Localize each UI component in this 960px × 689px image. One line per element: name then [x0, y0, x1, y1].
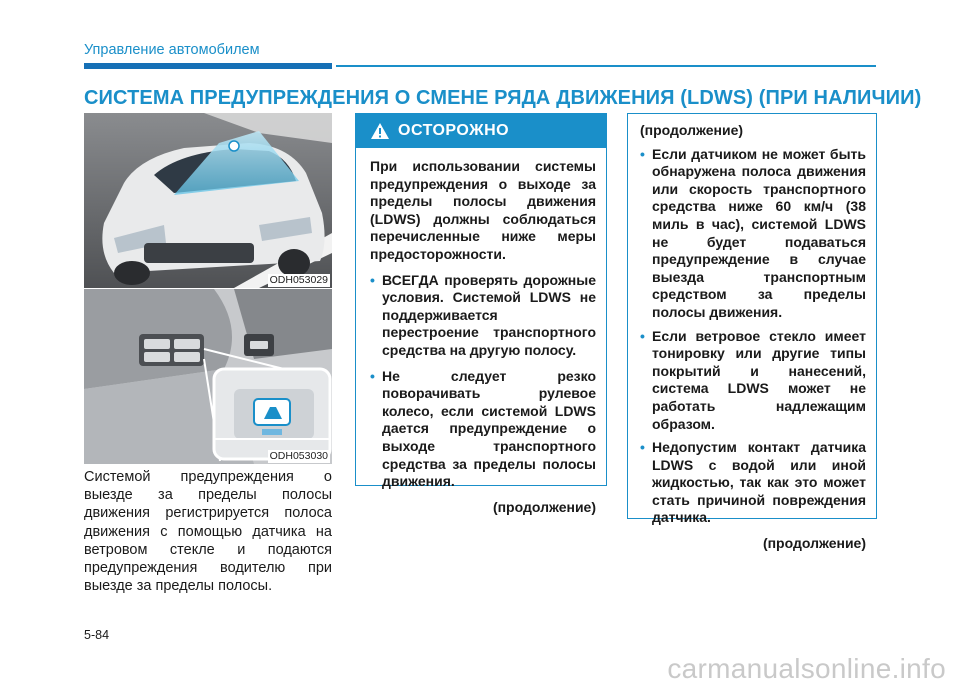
continuation-body [628, 114, 876, 553]
left-body-text: Системой предупреждения о выезде за пределы полосы движения регистрируется полоса движения с помощью датчика на ветровом стекле и подаются предупреждения водителю при выезде за пределы полосы. [84, 469, 332, 595]
list-item [370, 368, 596, 491]
continued-label: (продолжение) [492, 498, 596, 515]
page-number: 5-84 [84, 628, 110, 642]
dashboard-illustration [84, 289, 332, 464]
list-item [370, 272, 596, 360]
bullet-text: Не следует резко поворачивать рулевое колесо, если системой LDWS дается предупреждение о выходе транспортного средства за пределы полосы движения. [382, 367, 596, 490]
bullet-dot: • [370, 271, 375, 288]
list-item [640, 439, 866, 527]
warning-title: ОСТОРОЖНО [398, 122, 510, 139]
bullet-text: Если датчиком не может быть обнаружена полоса движения или скорость транспортного средства ниже 60 км/ч (38 миль в час), системой LDWS не будет подаваться предупреждение в случае выезда транспортным средством за пределы полосы движения. [652, 145, 866, 320]
continued-label: (продолжение) [762, 535, 866, 552]
header-bar-light [336, 65, 876, 67]
figure-code: ODH053030 [269, 450, 328, 462]
bullet-text: Недопустим контакт датчика LDWS с водой или иной жидкостью, так как это может стать причиной повреждения датчика. [652, 439, 866, 526]
warning-body [356, 148, 606, 516]
continuation-box [627, 113, 877, 552]
figure-dashboard-switch [84, 289, 332, 464]
warning-intro: При использовании системы предупреждения о выходе за пределы полосы движения (LDWS) должны соблюдаться перечисленные ниже меры предосторожности. [370, 158, 596, 262]
bullet-text: Если ветровое стекло имеет тонировку или другие типы покрытий и нанесений, система LDWS может не работать надлежащим образом. [652, 327, 866, 432]
header-bar-dark [84, 63, 332, 69]
watermark: carmanualsonline.info [667, 653, 946, 684]
figure-car-sensor [84, 113, 332, 288]
car-illustration [84, 113, 332, 288]
continued-top-label: (продолжение) [640, 122, 744, 138]
list-item [640, 146, 866, 322]
bullet-dot: • [640, 327, 645, 344]
bullet-dot: • [370, 367, 375, 384]
bullet-dot: • [640, 439, 645, 456]
section-title: СИСТЕМА ПРЕДУПРЕЖДЕНИЯ О СМЕНЕ РЯДА ДВИЖЕНИЯ (LDWS) (ПРИ НАЛИЧИИ) [84, 87, 922, 109]
warning-box [355, 113, 607, 515]
warning-triangle-icon [370, 122, 390, 140]
bullet-text: ВСЕГДА проверять дорожные условия. Системой LDWS не поддерживается перестроение транспортного средства на другую полосу. [382, 271, 596, 358]
list-item [640, 328, 866, 434]
warning-header [356, 114, 606, 148]
header-section-label: Управление автомобилем [84, 42, 260, 58]
figure-code: ODH053029 [269, 274, 328, 286]
bullet-dot: • [640, 145, 645, 162]
